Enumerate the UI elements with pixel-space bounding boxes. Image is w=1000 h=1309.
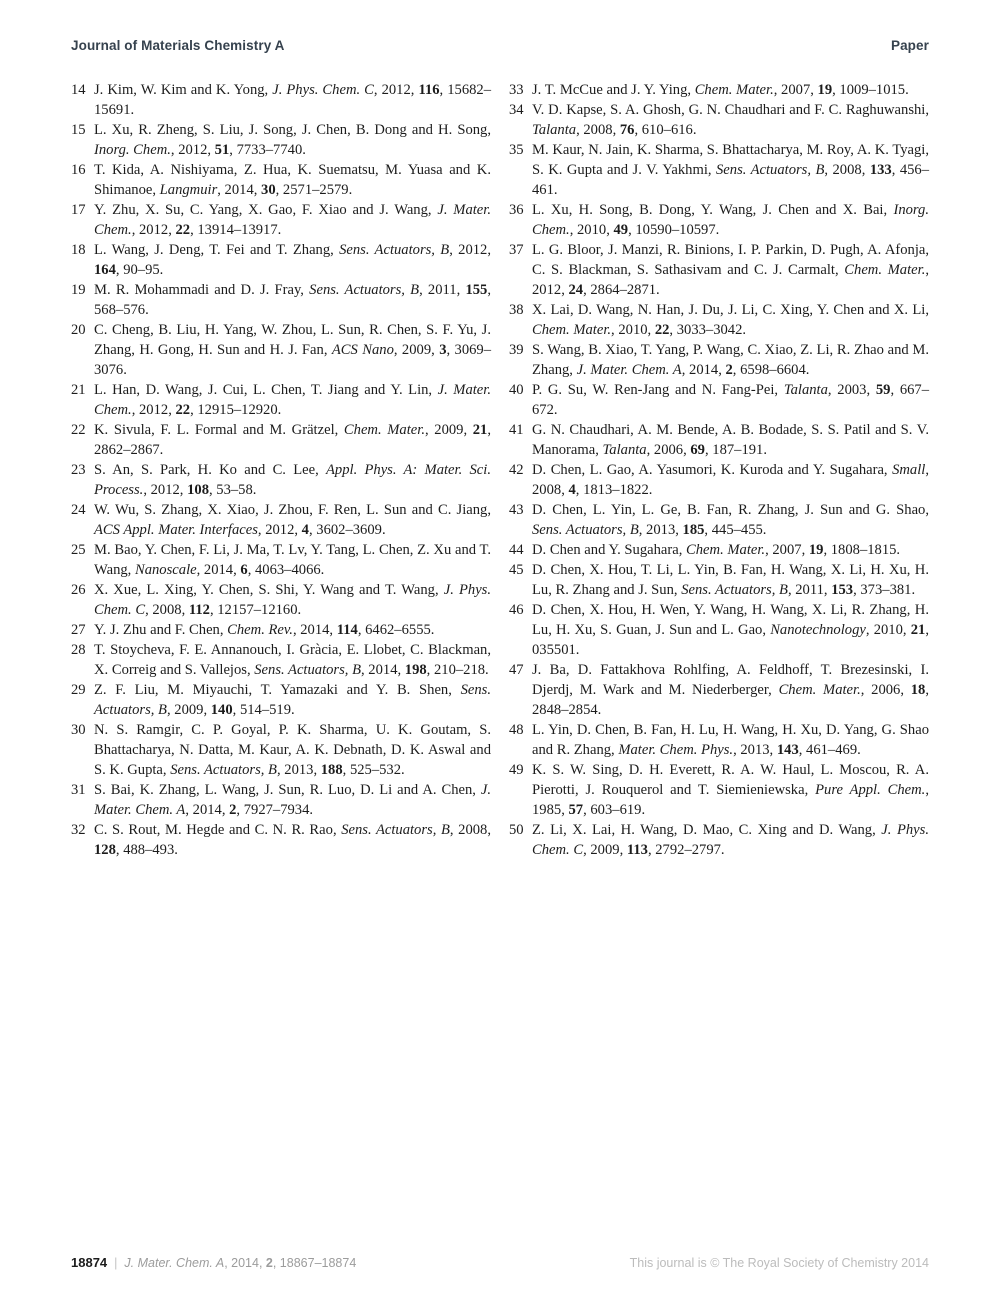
reference-item [509,340,929,380]
citation-text: , 2006, [860,682,911,698]
citation-text: D. Chen and Y. Sugahara, [532,542,687,558]
citation-text: , 035501. [532,622,929,658]
citation-text: , 53–58. [208,482,257,498]
reference-item [71,200,491,240]
citation-text: , 1808–1815. [823,542,901,558]
citation-text: , 2012, [449,242,491,258]
volume-number: 4 [301,522,309,538]
citation-text: , 2009, [166,702,211,718]
reference-number: 40 [509,382,524,398]
citation-text: T. Stoycheva, F. E. Annanouch, I. Gràcia, E. Llobet, C. Blackman, X. Correig and S. Vallejos, [94,642,491,678]
volume-number: 57 [568,802,584,818]
reference-item [509,240,929,300]
reference-item [509,820,929,860]
citation-text: M. Bao, Y. Chen, F. Li, J. Ma, T. Lv, Y. Tang, L. Chen, Z. Xu and T. Wang, [94,542,491,578]
reference-number: 29 [71,682,86,698]
reference-number: 19 [71,282,86,298]
volume-number: 128 [94,842,116,858]
citation-text: , 2014, [361,662,405,678]
citation-text: D. Chen, L. Yin, L. Ge, B. Fan, R. Zhang, J. Sun and G. Shao, [532,502,929,518]
reference-item [71,580,491,620]
volume-number: 76 [619,122,635,138]
citation-text: L. G. Bloor, J. Manzi, R. Binions, I. P. Parkin, D. Pugh, A. Afonja, C. S. Blackman, S. Sathasivam and C. J. Carmalt, [532,242,929,278]
citation-text: , 2012, [170,142,215,158]
citation-text: K. S. W. Sing, D. H. Everett, R. A. W. Haul, L. Moscou, R. A. Pierotti, J. Rouquerol and T. Siemieniewska, [532,762,929,798]
volume-number: 116 [418,82,440,98]
citation-text: , 2011, [419,282,466,298]
volume-number: 140 [210,702,233,718]
citation-text: Z. Li, X. Lai, H. Wang, D. Mao, C. Xing and D. Wang, [532,822,882,838]
reference-number: 31 [71,782,86,798]
reference-item [509,380,929,420]
reference-number: 18 [71,242,86,258]
journal-title: Langmuir [159,182,218,198]
page-footer [71,1255,929,1270]
citation-text: , 6462–6555. [357,622,435,638]
citation-text: , 2012, [131,402,176,418]
volume-number: 133 [869,162,892,178]
volume-number: 185 [682,522,705,538]
citation-text: , 187–191. [704,442,767,458]
reference-item [71,780,491,820]
reference-number: 42 [509,462,524,478]
citation-text: K. Sivula, F. L. Formal and M. Grätzel, [94,422,344,438]
footer-divider: | [114,1256,118,1270]
journal-title: Mater. Chem. Phys. [618,742,734,758]
citation-text: V. D. Kapse, S. A. Ghosh, G. N. Chaudhari and F. C. Raghuwanshi, [532,102,929,118]
citation-text: , 2014, [196,562,241,578]
citation-text: , 2008, [145,602,189,618]
citation-text: , 2014, [224,1256,266,1270]
volume-number: 2 [265,1256,273,1270]
journal-title: ACS Nano [331,342,394,358]
reference-number: 35 [509,142,524,158]
reference-item [509,100,929,140]
journal-title: J. Phys. Chem. C [94,582,491,618]
reference-item [509,540,929,560]
reference-item [509,300,929,340]
journal-title: J. Mater. Chem. [94,202,491,238]
citation-text: , 2008, [576,122,620,138]
reference-number: 26 [71,582,86,598]
citation-text: , 2012, [131,222,176,238]
footer-journal-citation [124,1256,356,1270]
journal-title: J. Phys. Chem. C [272,82,374,98]
citation-text: , 456–461. [532,162,930,198]
citation-text: D. Chen, L. Gao, A. Yasumori, K. Kuroda and Y. Sugahara, [532,462,893,478]
journal-title: Sens. Actuators, B [339,242,450,258]
volume-number: 22 [654,322,670,338]
reference-item [509,720,929,760]
citation-text: , 2010, [569,222,614,238]
citation-text: , 2014, [217,182,262,198]
journal-title: Nanotechnology [770,622,866,638]
journal-title: Chem. Mater. [686,542,766,558]
citation-text: , 2006, [646,442,691,458]
reference-number: 47 [509,662,524,678]
reference-number: 37 [509,242,524,258]
journal-title: Sens. Actuators, B [254,662,361,678]
citation-text: , 3602–3609. [308,522,386,538]
reference-item [509,140,929,200]
citation-text: , 13914–13917. [190,222,282,238]
reference-number: 50 [509,822,524,838]
reference-item [509,200,929,240]
citation-text: , 7733–7740. [229,142,306,158]
citation-text: , 2008, [532,462,929,498]
citation-text: , 2008, [824,162,870,178]
citation-text: , 2012, [373,82,419,98]
reference-item [509,460,929,500]
citation-text: , 12157–12160. [209,602,302,618]
citation-text: , 2862–2867. [94,422,491,458]
citation-text: , 2009, [393,342,440,358]
journal-title: Talanta [532,122,577,138]
volume-number: 112 [188,602,210,618]
reference-number: 27 [71,622,86,638]
volume-number: 22 [175,402,191,418]
citation-text: Y. Zhu, X. Su, C. Yang, X. Gao, F. Xiao and J. Wang, [94,202,438,218]
journal-name: Journal of Materials Chemistry A [71,38,285,53]
citation-text: N. S. Ramgir, C. P. Goyal, P. K. Sharma, U. K. Goutam, S. Bhattacharya, N. Datta, M. Kaur, A. K. Debnath, D. K. Aswal and S. K. Gupta, [94,722,491,778]
reference-item [71,620,491,640]
footer-page-number: 18874 [71,1255,108,1270]
citation-text: , 4063–4066. [247,562,325,578]
citation-text: , 2007, [765,542,809,558]
reference-number: 34 [509,102,524,118]
reference-item [71,280,491,320]
citation-text: , 373–381. [853,582,916,598]
reference-item [71,540,491,580]
reference-item [509,600,929,660]
citation-text: G. N. Chaudhari, A. M. Bende, A. B. Bodade, S. S. Patil and S. V. Manorama, [532,422,929,458]
volume-number: 19 [817,82,833,98]
citation-text: , 7927–7934. [236,802,314,818]
journal-title: Pure Appl. Chem. [815,782,926,798]
reference-item [509,420,929,460]
journal-title: J. Mater. Chem. A [94,782,491,818]
reference-number: 23 [71,462,86,478]
volume-number: 4 [568,482,576,498]
volume-number: 24 [568,282,584,298]
journal-title: Chem. Mater. [532,322,612,338]
volume-number: 51 [214,142,230,158]
citation-text: , 2007, [773,82,818,98]
citation-text: M. R. Mohammadi and D. J. Fray, [94,282,310,298]
journal-title: Small [892,462,926,478]
journal-title: Nanoscale [134,562,197,578]
volume-number: 2 [725,362,733,378]
citation-text: , 2013, [276,762,321,778]
reference-number: 46 [509,602,524,618]
citation-text: , 461–469. [798,742,861,758]
reference-item [71,240,491,280]
reference-item [71,160,491,200]
citation-text: , 2571–2579. [275,182,353,198]
citation-text: , 2014, [292,622,337,638]
citation-text: , 3033–3042. [669,322,747,338]
reference-number: 21 [71,382,86,398]
reference-number: 32 [71,822,86,838]
volume-number: 164 [94,262,116,278]
citation-text: , 15682–15691. [94,82,492,118]
volume-number: 69 [690,442,705,458]
citation-text: C. Cheng, B. Liu, H. Yang, W. Zhou, L. Sun, R. Chen, S. F. Yu, J. Zhang, H. Gong, H. Sun and H. J. Fan, [94,322,491,358]
citation-text: D. Chen, X. Hou, T. Li, L. Yin, B. Fan, H. Wang, X. Li, H. Xu, H. Lu, R. Zhang and J. Sun, [532,562,929,598]
citation-text: , 2009, [583,842,627,858]
reference-item [71,80,491,120]
citation-text: L. Xu, R. Zheng, S. Liu, J. Song, J. Chen, B. Dong and H. Song, [94,122,491,138]
footer-copyright: This journal is © The Royal Society of Chemistry 2014 [629,1256,929,1270]
journal-title: Talanta [602,442,647,458]
references-column-right [509,80,929,860]
citation-text: D. Chen, X. Hou, H. Wen, Y. Wang, H. Wang, X. Li, R. Zhang, H. Lu, H. Xu, S. Guan, J. Sun and L. Gao, [532,602,929,638]
citation-text: C. S. Rout, M. Hegde and C. N. R. Rao, [94,822,342,838]
citation-text: , 6598–6604. [732,362,810,378]
reference-number: 41 [509,422,524,438]
reference-number: 33 [509,82,524,98]
citation-text: , 525–532. [342,762,405,778]
volume-number: 49 [613,222,629,238]
citation-text: J. Kim, W. Kim and K. Yong, [94,82,273,98]
citation-text: , 667–672. [532,382,930,418]
citation-text: , 445–455. [704,522,767,538]
volume-number: 114 [336,622,358,638]
citation-text: T. Kida, A. Nishiyama, Z. Hua, K. Suematsu, M. Yuasa and K. Shimanoe, [94,162,491,198]
reference-number: 48 [509,722,524,738]
journal-title: Sens. Actuators, B [681,582,788,598]
volume-number: 30 [261,182,276,198]
citation-text: , 2003, [827,382,876,398]
citation-text: S. An, S. Park, H. Ko and C. Lee, [94,462,326,478]
citation-text: , 1813–1822. [575,482,653,498]
journal-title: Sens. Actuators, B [94,682,491,718]
volume-number: 155 [465,282,488,298]
citation-text: , 2014, [681,362,726,378]
citation-text: , 1985, [532,782,929,818]
reference-number: 38 [509,302,524,318]
citation-text: , 2012, [143,482,188,498]
citation-text: Y. J. Zhu and F. Chen, [94,622,228,638]
volume-number: 18 [910,682,926,698]
citation-text: L. Yin, D. Chen, B. Fan, H. Lu, H. Wang, H. Xu, D. Yang, G. Shao and R. Zhang, [532,722,929,758]
reference-item [509,80,929,100]
reference-item [509,760,929,820]
volume-number: 21 [472,422,488,438]
citation-text: J. Ba, D. Fattakhova Rohlfing, A. Feldhoff, T. Brezesinski, I. Djerdj, M. Wark and M. Niederberger, [532,662,929,698]
citation-text: , 2014, [185,802,230,818]
citation-text: , 90–95. [115,262,164,278]
citation-text: , 603–619. [583,802,646,818]
page-header [71,38,929,53]
journal-title: Talanta [783,382,828,398]
citation-text: X. Xue, L. Xing, Y. Chen, S. Shi, Y. Wang and T. Wang, [94,582,444,598]
volume-number: 2 [229,802,237,818]
reference-item [71,640,491,680]
citation-text: , 2010, [611,322,655,338]
citation-text: , 1009–1015. [832,82,909,98]
citation-text: , 18867–18874 [272,1256,357,1270]
references-column-left [71,80,491,860]
citation-text: , 2011, [787,582,832,598]
citation-text: , 2012, [257,522,302,538]
journal-title: Inorg. Chem. [94,142,171,158]
volume-number: 22 [175,222,191,238]
references-section [71,80,929,860]
volume-number: 188 [320,762,343,778]
reference-number: 36 [509,202,524,218]
reference-item [509,500,929,540]
citation-text: , 2012, [532,262,929,298]
volume-number: 113 [626,842,648,858]
reference-number: 24 [71,502,86,518]
citation-text: , 2792–2797. [647,842,725,858]
citation-text: , 610–616. [634,122,697,138]
reference-number: 14 [71,82,86,98]
reference-item [509,560,929,600]
journal-title: J. Mater. Chem. A [124,1256,225,1270]
footer-citation-block [71,1255,356,1270]
reference-item [71,320,491,380]
citation-text: , 2010, [865,622,911,638]
volume-number: 19 [808,542,824,558]
reference-number: 22 [71,422,86,438]
journal-title: Sens. Actuators, B [170,762,277,778]
citation-text: , 488–493. [115,842,178,858]
reference-item [509,660,929,720]
reference-item [71,820,491,860]
journal-title: Appl. Phys. A: Mater. Sci. Process. [94,462,491,498]
citation-text: , 2013, [638,522,683,538]
citation-text: L. Han, D. Wang, J. Cui, L. Chen, T. Jiang and Y. Lin, [94,382,438,398]
citation-text: S. Wang, B. Xiao, T. Yang, P. Wang, C. Xiao, Z. Li, R. Zhao and M. Zhang, [532,342,929,378]
citation-text: W. Wu, S. Zhang, X. Xiao, J. Zhou, F. Ren, L. Sun and C. Jiang, [94,502,491,518]
citation-text: , 2008, [449,822,492,838]
volume-number: 198 [404,662,427,678]
reference-item [71,500,491,540]
journal-title: Chem. Mater. [778,682,861,698]
citation-text: X. Lai, D. Wang, N. Han, J. Du, J. Li, C. Xing, Y. Chen and X. Li, [532,302,929,318]
citation-text: P. G. Su, W. Ren-Jang and N. Fang-Pei, [532,382,784,398]
journal-title: ACS Appl. Mater. Interfaces [94,522,258,538]
reference-number: 20 [71,322,86,338]
volume-number: 108 [187,482,209,498]
citation-text: , 12915–12920. [190,402,282,418]
reference-number: 16 [71,162,86,178]
reference-number: 17 [71,202,86,218]
reference-item [71,720,491,780]
citation-text: L. Xu, H. Song, B. Dong, Y. Wang, J. Chen and X. Bai, [532,202,894,218]
reference-item [71,120,491,160]
reference-number: 44 [509,542,524,558]
reference-number: 43 [509,502,524,518]
journal-title: Chem. Mater. [844,262,926,278]
citation-text: , 2848–2854. [532,682,929,718]
journal-title: Sens. Actuators, B [532,522,639,538]
citation-text: L. Wang, J. Deng, T. Fei and T. Zhang, [94,242,340,258]
journal-title: J. Phys. Chem. C [532,822,929,858]
citation-text: J. T. McCue and J. Y. Ying, [532,82,695,98]
citation-text: , 3069–3076. [94,342,492,378]
citation-text: , 10590–10597. [628,222,720,238]
journal-title: J. Mater. Chem. A [576,362,682,378]
volume-number: 6 [240,562,248,578]
citation-text: , 210–218. [426,662,489,678]
citation-text: , 2864–2871. [583,282,660,298]
journal-title: Inorg. Chem. [532,202,929,238]
reference-number: 30 [71,722,86,738]
citation-text: , 514–519. [232,702,295,718]
journal-title: Sens. Actuators, B [341,822,450,838]
reference-number: 28 [71,642,86,658]
journal-title: Sens. Actuators, B [716,162,825,178]
volume-number: 143 [776,742,799,758]
reference-number: 45 [509,562,524,578]
citation-text: , 2009, [424,422,473,438]
reference-item [71,460,491,500]
reference-number: 49 [509,762,524,778]
journal-title: Sens. Actuators, B [309,282,420,298]
reference-number: 39 [509,342,524,358]
citation-text: Z. F. Liu, M. Miyauchi, T. Yamazaki and Y. B. Shen, [94,682,461,698]
citation-text: , 2013, [733,742,777,758]
citation-text: S. Bai, K. Zhang, L. Wang, J. Sun, R. Luo, D. Li and A. Chen, [94,782,481,798]
volume-number: 153 [831,582,854,598]
journal-title: Chem. Mater. [694,82,774,98]
volume-number: 3 [439,342,447,358]
reference-item [71,680,491,720]
reference-number: 25 [71,542,86,558]
reference-number: 15 [71,122,86,138]
citation-text: M. Kaur, N. Jain, K. Sharma, S. Bhattacharya, M. Roy, A. K. Tyagi, S. K. Gupta and J. V. Yakhmi, [532,142,929,178]
journal-title: Chem. Mater. [343,422,425,438]
journal-title: Chem. Rev. [227,622,293,638]
volume-number: 59 [875,382,891,398]
reference-item [71,380,491,420]
volume-number: 21 [910,622,926,638]
article-type-label: Paper [890,38,929,53]
journal-title: J. Mater. Chem. [94,382,491,418]
reference-item [71,420,491,460]
citation-text: , 568–576. [94,282,491,318]
